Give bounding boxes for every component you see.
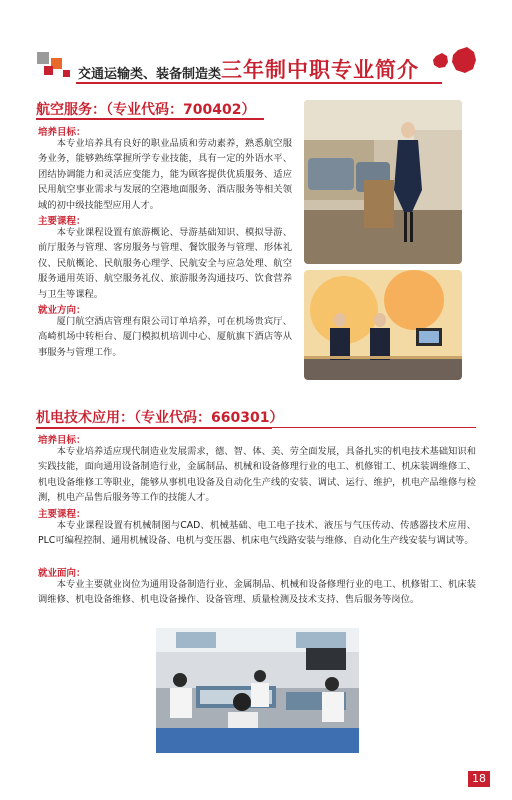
- section-rule: [272, 427, 476, 428]
- decor-octagon-large: [452, 47, 476, 73]
- section-title-mechatronics: 机电技术应用：（专业代码：660301）: [36, 410, 284, 426]
- text-employment: 厦门航空酒店管理有限公司订单培养，可在机场贵宾厅、高崎机场中转柜台、厦门模拟机培训中心、厦航旗下酒店等从事服务与管理工作。: [38, 316, 292, 358]
- section-title-aviation: 航空服务：（专业代码：700402）: [36, 102, 256, 118]
- text-employment: 本专业主要就业岗位为通用设备制造行业、金属制品、机械和设备修理行业的电工、机修钳工、机床装调维修、机电设备维修、机电设备操作、设备管理、质量检测及技术支持、售后服务等岗位。: [38, 579, 476, 606]
- label-main-courses: 主要课程：: [38, 509, 86, 520]
- text-main-courses: 本专业课程设置有旅游概论、导游基础知识、模拟导游、前厅服务与管理、客房服务与管理、餐饮服务与管理、形体礼仪、民航概论、民航服务心理学、民航安全与应急处理、航空服务通用英语、航空服务礼仪、旅游服务沟通技巧、饮食营养与卫生等课程。: [38, 227, 292, 300]
- text-training-goal: 本专业培养适应现代制造业发展需求，德、智、体、美、劳全面发展，具备扎实的机电技术基础知识和实践技能，面向通用设备制造行业，金属制品、机械和设备修理行业的电工、机修钳工、机床装调维修工、机电设备维修工等职业，能够从事机电设备及自动化生产线的安装、调试、运行、维护，机电产品维修与检测，机电产品售后服务等工作的技能人才。: [38, 446, 476, 504]
- page-number: 18: [468, 771, 490, 787]
- label-main-courses: 主要课程：: [38, 216, 86, 227]
- header-category: 交通运输类、装备制造类: [78, 67, 222, 82]
- decor-octagon-small: [433, 53, 448, 68]
- photo-airport-lounge: [304, 100, 462, 264]
- section-underline: [36, 118, 264, 120]
- label-employment: 就业面向：: [38, 568, 86, 579]
- text-main-courses: 本专业课程设置有机械制图与CAD、机械基础、电工电子技术、液压与气压传动、传感器技术应用、PLC可编程控制、通用机械设备、电机与变压器、机床电气线路安装与维修、自动化生产线安装与调试等。: [38, 520, 476, 547]
- photo-mechatronics-lab: [156, 628, 359, 753]
- header-rule: [76, 82, 442, 84]
- text-training-goal: 本专业培养具有良好的职业品质和劳动素养，熟悉航空服务业务，能够熟练掌握所学专业技能，具有一定的外语水平、团结协调能力和灵活应变能力，能为顾客提供优质服务、适应民用航空事业需求与发展的空港地面服务、酒店服务等相关领域的初中级技能型应用人才。: [38, 138, 292, 211]
- decor-square-red-small: [63, 70, 70, 77]
- decor-square-red: [44, 66, 53, 75]
- decor-square-grey: [37, 52, 49, 64]
- section-underline: [36, 427, 272, 429]
- decor-octagons: [428, 42, 480, 82]
- page-title: 三年制中职专业简介: [221, 58, 419, 82]
- label-training-goal: 培养目标：: [38, 435, 86, 446]
- label-employment: 就业方向：: [38, 305, 86, 316]
- photo-hotel-front-desk: [304, 270, 462, 380]
- label-training-goal: 培养目标：: [38, 127, 86, 138]
